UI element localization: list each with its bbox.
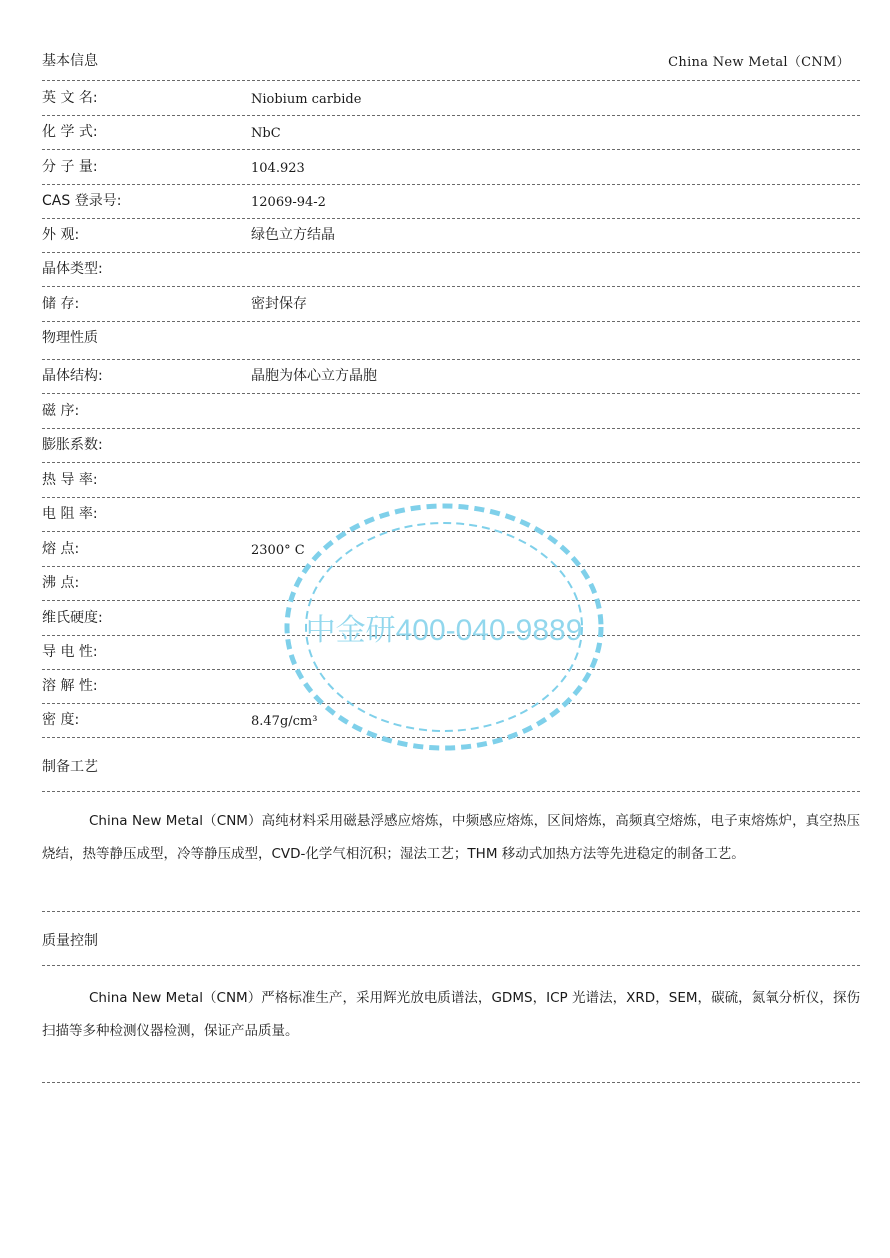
label-density: 密 度:: [42, 712, 80, 728]
value-storage: 密封保存: [251, 296, 307, 312]
row-crystal-type: [42, 253, 860, 287]
section-title-quality: 质量控制: [42, 933, 98, 949]
row-magnetic-order: [42, 394, 860, 429]
row-solubility: [42, 670, 860, 704]
row-cas: [42, 185, 860, 219]
section-title-basic-info: 基本信息: [42, 53, 98, 69]
row-boiling-point: [42, 567, 860, 601]
row-appearance: [42, 219, 860, 253]
quality-text: China New Metal（CNM）严格标准生产，采用辉光放电质谱法，GDMS，ICP 光谱法，XRD，SEM，碳硫，氮氧分析仪，探伤扫描等多种检测仪器检测，保证产品质量。: [42, 990, 860, 1039]
quality-divider: [42, 1082, 860, 1083]
value-english-name: Niobium carbide: [251, 92, 362, 107]
row-melting-point: [42, 532, 860, 567]
preparation-section-header: [42, 738, 860, 792]
quality-section-header: [42, 912, 860, 966]
physical-section-header: [42, 322, 860, 360]
row-molecular-weight: [42, 150, 860, 185]
row-crystal-structure: [42, 360, 860, 394]
value-molecular-weight: 104.923: [251, 161, 305, 176]
value-formula: NbC: [251, 126, 281, 141]
value-cas: 12069-94-2: [251, 195, 326, 210]
row-vickers-hardness: [42, 601, 860, 636]
section-title-physical: 物理性质: [42, 330, 98, 346]
header-row: [42, 46, 860, 81]
label-appearance: 外 观:: [42, 227, 80, 243]
value-density: 8.47g/cm³: [251, 714, 318, 729]
label-magnetic-order: 磁 序:: [42, 403, 80, 419]
row-thermal-conductivity: [42, 463, 860, 498]
label-vickers-hardness: 维氏硬度:: [42, 610, 103, 626]
label-english-name: 英 文 名:: [42, 90, 98, 106]
label-thermal-conductivity: 热 导 率:: [42, 472, 98, 488]
label-expansion: 膨胀系数:: [42, 437, 103, 453]
row-english-name: [42, 81, 860, 116]
label-crystal-structure: 晶体结构:: [42, 368, 103, 384]
row-storage: [42, 287, 860, 322]
row-expansion: [42, 429, 860, 463]
label-solubility: 溶 解 性:: [42, 678, 98, 694]
label-crystal-type: 晶体类型:: [42, 261, 103, 277]
label-formula: 化 学 式:: [42, 124, 98, 140]
preparation-text: China New Metal（CNM）高纯材料采用磁悬浮感应熔炼，中频感应熔炼，区间熔炼，高频真空熔炼，电子束熔炼炉，真空热压烧结，热等静压成型，冷等静压成型，CVD-化学气相沉积；湿法工艺；THM 移动式加热方法等先进稳定的制备工艺。: [42, 813, 860, 862]
label-resistivity: 电 阻 率:: [42, 506, 98, 522]
label-boiling-point: 沸 点:: [42, 575, 80, 591]
label-storage: 储 存:: [42, 296, 80, 312]
watermark-text: 中金研400-040-9889: [305, 614, 583, 647]
label-melting-point: 熔 点:: [42, 541, 80, 557]
row-resistivity: [42, 498, 860, 532]
row-density: [42, 704, 860, 738]
label-molecular-weight: 分 子 量:: [42, 159, 98, 175]
label-cas: CAS 登录号:: [42, 193, 122, 209]
section-title-preparation: 制备工艺: [42, 759, 98, 775]
row-formula: [42, 116, 860, 150]
value-crystal-structure: 晶胞为体心立方晶胞: [251, 368, 377, 384]
company-name: China New Metal（CNM）: [668, 55, 850, 70]
row-conductivity: [42, 636, 860, 670]
value-melting-point: 2300° C: [251, 543, 305, 558]
label-conductivity: 导 电 性:: [42, 644, 98, 660]
value-appearance: 绿色立方结晶: [251, 227, 335, 243]
